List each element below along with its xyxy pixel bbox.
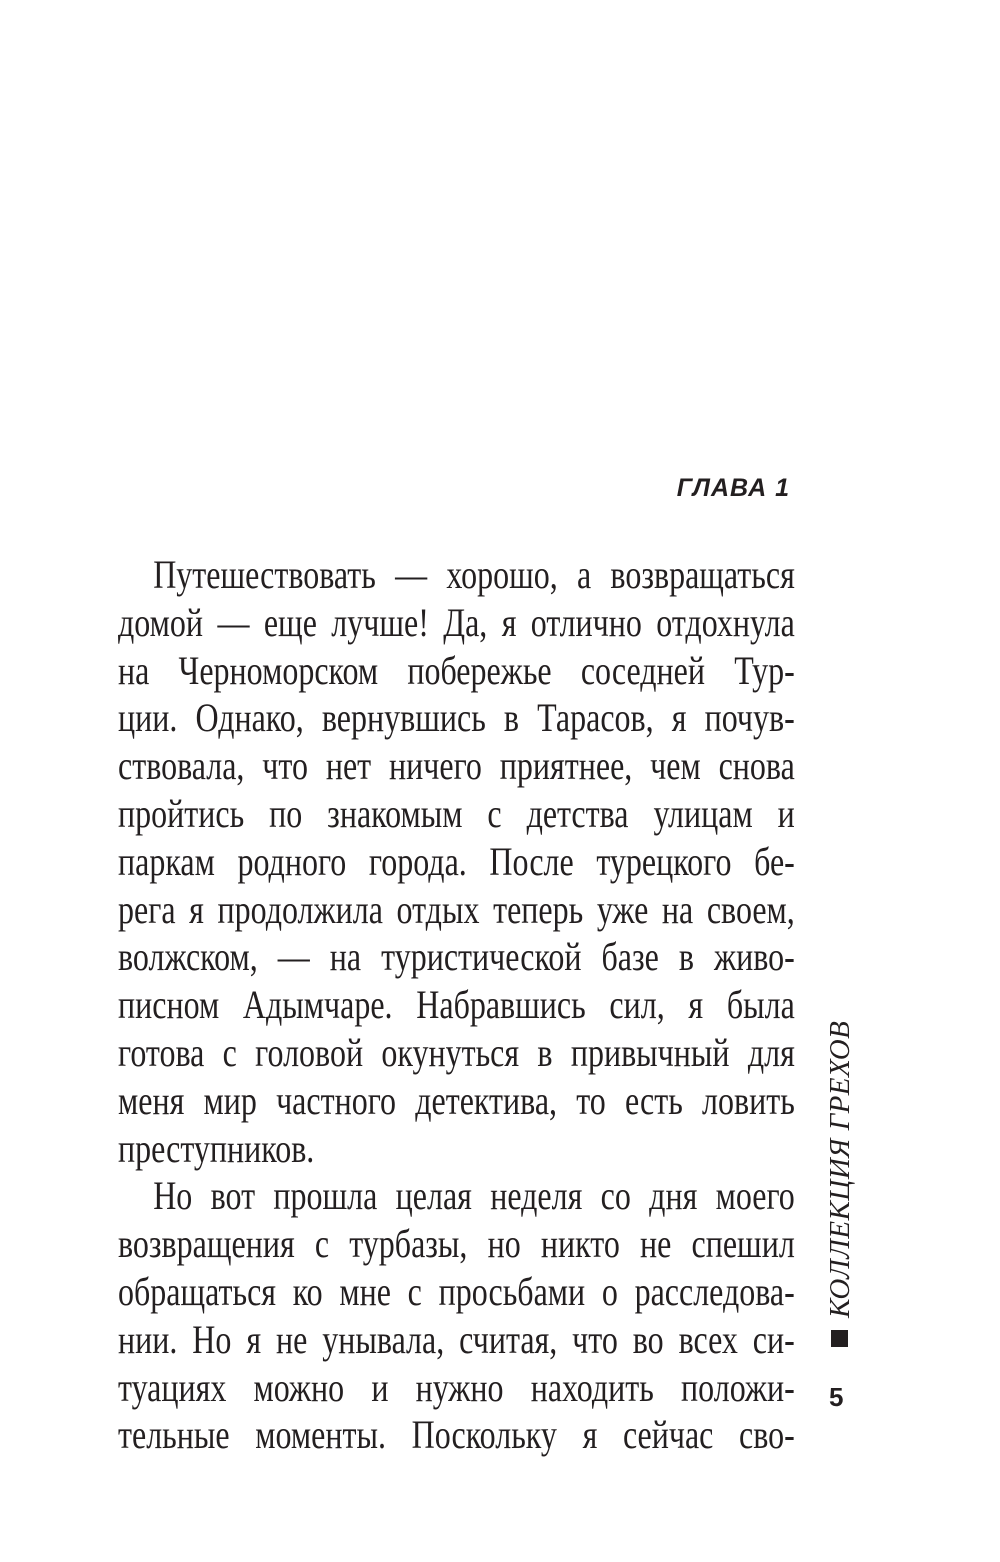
text-line: готова с головой окунуться в привычный для xyxy=(118,1029,795,1075)
text-line: нии. Но я не унывала, считая, что во всех си- xyxy=(118,1316,795,1362)
text-line: туациях можно и нужно находить положи- xyxy=(118,1364,795,1410)
chapter-title: ГЛАВА 1 xyxy=(676,474,790,502)
text-line: паркам родного города. После турецкого бе- xyxy=(118,838,795,884)
series-title: КОЛЛЕКЦИЯ ГРЕХОВ xyxy=(824,1020,856,1318)
text-line: возвращения с турбазы, но никто не спешил xyxy=(118,1221,795,1267)
text-line: Путешествовать — хорошо, а возвращаться xyxy=(153,552,795,597)
square-bullet-icon xyxy=(831,1330,848,1347)
text-line: рега я продолжила отдых теперь уже на своем, xyxy=(118,886,795,932)
text-line: обращаться ко мне с просьбами о расследова- xyxy=(118,1268,795,1314)
text-line: домой — еще лучше! Да, я отлично отдохнула xyxy=(118,599,795,645)
text-line: тельные моменты. Поскольку я сейчас сво- xyxy=(118,1412,795,1458)
text-line: пройтись по знакомым с детства улицам и xyxy=(118,790,795,836)
text-line: волжском, — на туристической базе в живо- xyxy=(118,934,795,980)
text-line: на Черноморском побережье соседней Тур- xyxy=(118,647,795,693)
body-text xyxy=(118,551,795,1459)
page-number: 5 xyxy=(829,1382,844,1412)
text-line: меня мир частного детектива, то есть ловить xyxy=(118,1077,795,1123)
text-line: Но вот прошла целая неделя со дня моего xyxy=(153,1173,795,1219)
text-line: ции. Однако, вернувшись в Тарасов, я почув- xyxy=(118,695,795,741)
text-line: преступников. xyxy=(118,1125,315,1171)
text-line: писном Адымчаре. Набравшись сил, я была xyxy=(118,982,795,1028)
text-line: ствовала, что нет ничего приятнее, чем снова xyxy=(118,743,795,789)
